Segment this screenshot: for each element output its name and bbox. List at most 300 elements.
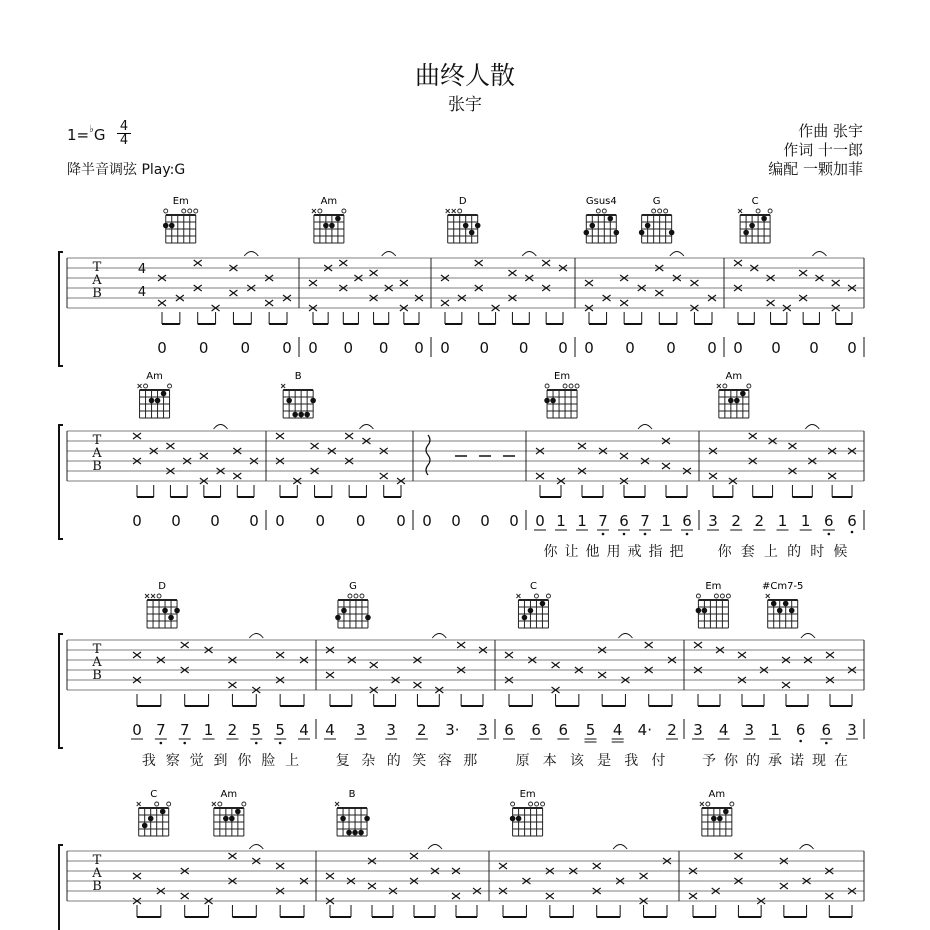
numbered-note: 0	[422, 512, 432, 530]
tab-note-mark	[585, 280, 593, 286]
open-mark	[511, 802, 515, 806]
lyric-character: 现	[812, 753, 826, 769]
numbered-note: 6	[682, 512, 692, 530]
chord-name: Am	[146, 371, 163, 382]
numbered-note: 6	[821, 721, 832, 739]
open-mark	[602, 209, 606, 213]
tab-note-mark	[546, 893, 554, 899]
tab-note-mark	[734, 853, 742, 859]
numbered-note: 1	[800, 512, 811, 530]
chord-name: D	[158, 581, 166, 592]
chord-diagram	[446, 196, 481, 243]
lyric-character: 承	[768, 753, 782, 769]
finger-dot	[155, 398, 161, 404]
tab-note-mark	[508, 270, 516, 276]
lyric-character: 的	[386, 753, 401, 769]
finger-dot	[475, 223, 481, 229]
tie-arc	[249, 634, 263, 639]
tab-note-mark	[826, 652, 834, 658]
mute-mark	[151, 594, 155, 598]
chord-diagram	[639, 196, 675, 243]
finger-dot	[639, 230, 645, 236]
lyric-character: 付	[651, 753, 666, 769]
finger-dot	[163, 223, 169, 229]
numbered-note: 3	[386, 721, 396, 739]
low-octave-dot	[851, 531, 854, 534]
numbered-note: 0	[308, 339, 318, 357]
numbered-note: 0	[440, 339, 450, 357]
numbered-note: 7	[640, 512, 650, 530]
finger-dot	[702, 608, 708, 614]
open-mark	[569, 384, 573, 388]
open-mark	[164, 209, 168, 213]
open-mark	[144, 384, 148, 388]
lyric-character: 在	[834, 753, 848, 769]
open-mark	[541, 802, 545, 806]
open-mark	[182, 209, 186, 213]
chord-diagram	[212, 789, 246, 836]
finger-dot	[749, 223, 755, 229]
numbered-note: 0	[480, 512, 490, 530]
tab-note-mark	[368, 883, 376, 889]
lyric-character: 你	[724, 753, 738, 769]
finger-dot	[516, 816, 522, 822]
finger-dot	[286, 398, 292, 404]
finger-dot	[346, 830, 352, 836]
lyric-character: 把	[669, 544, 684, 560]
finger-dot	[771, 601, 777, 607]
lyric-character: 容	[437, 753, 452, 769]
numbered-note: 0	[509, 512, 519, 530]
finger-dot	[335, 615, 341, 621]
chord-diagram	[717, 371, 751, 418]
numbered-note: 4	[718, 721, 729, 739]
flat-sign: ♭	[89, 124, 94, 135]
lyric-character: 我	[624, 753, 639, 769]
finger-dot	[223, 816, 229, 822]
tab-note-mark	[133, 433, 141, 439]
tuning-info: 降半音调弦 Play:G	[67, 162, 186, 178]
lyric-character: 的	[787, 544, 802, 560]
finger-dot	[789, 608, 795, 614]
lyric-character: 是	[597, 753, 612, 769]
numbered-note: 7	[156, 721, 166, 739]
open-mark	[768, 209, 772, 213]
numbered-note: 0	[707, 339, 717, 357]
lyric-character: 该	[569, 753, 584, 769]
mute-mark	[717, 384, 721, 388]
tab-note-mark	[380, 473, 388, 479]
open-mark	[714, 594, 718, 598]
chord-diagram	[738, 196, 772, 243]
finger-dot	[540, 601, 546, 607]
tab-note-mark	[734, 260, 742, 266]
finger-dot	[160, 809, 166, 815]
tie-arc	[800, 845, 814, 850]
tab-note-mark	[194, 260, 202, 266]
tab-note-mark	[345, 433, 353, 439]
numbered-note: 3	[744, 721, 755, 739]
tab-note-mark	[825, 893, 833, 899]
tab-note-mark	[441, 300, 449, 306]
open-mark	[534, 594, 538, 598]
chord-diagram	[145, 581, 180, 628]
mute-mark	[446, 209, 450, 213]
tab-clef-letter: B	[92, 459, 102, 474]
chord-name: G	[652, 196, 661, 207]
numbered-note: 0	[809, 339, 819, 357]
lyric-character: 你	[237, 753, 252, 769]
numbered-note: 2	[731, 512, 741, 530]
lyric-character: 予	[702, 753, 716, 769]
numbered-note: 0	[210, 512, 220, 530]
low-octave-dot	[279, 742, 282, 745]
chord-name: Em	[705, 581, 722, 592]
finger-dot	[528, 608, 534, 614]
numbered-note: 1	[770, 721, 780, 739]
tie-arc	[359, 425, 373, 430]
tab-note-mark	[645, 642, 653, 648]
tab-note-mark	[620, 453, 628, 459]
tab-clef-letter: T	[92, 260, 102, 275]
lyricist-credit: 作词 十一郎	[783, 141, 863, 159]
tab-note-mark	[457, 642, 465, 648]
numbered-note: 4	[325, 721, 335, 739]
numbered-note: 0	[249, 512, 259, 530]
open-mark	[596, 209, 600, 213]
numbered-note: 3	[355, 721, 366, 739]
finger-dot	[169, 223, 175, 229]
finger-dot	[352, 830, 358, 836]
tab-note-mark	[499, 863, 507, 869]
finger-dot	[608, 216, 614, 222]
lyric-character: 你	[543, 544, 558, 560]
low-octave-dot	[825, 742, 828, 745]
finger-dot	[341, 608, 347, 614]
finger-dot	[298, 412, 304, 418]
numbered-note: 2	[667, 721, 677, 739]
chord-diagram	[584, 196, 620, 243]
chord-name: #Cm7-5	[761, 581, 804, 592]
tab-note-mark	[662, 463, 670, 469]
lyric-character: 我	[141, 753, 156, 769]
numbered-note: 0	[315, 512, 326, 530]
open-mark	[155, 802, 159, 806]
numbered-note: 3	[708, 512, 718, 530]
chord-name: Em	[554, 371, 571, 382]
lyric-character: 上	[763, 544, 778, 560]
tab-note-mark	[767, 300, 775, 306]
open-mark	[458, 209, 462, 213]
numbered-note: 0	[171, 512, 181, 530]
numbered-note: 0	[378, 339, 389, 357]
tab-clef-letter: B	[92, 668, 102, 683]
lyric-character: 让	[564, 544, 579, 560]
finger-dot	[304, 412, 310, 418]
tab-note-mark	[158, 300, 166, 306]
tab-note-mark	[370, 270, 378, 276]
chord-diagram	[544, 371, 579, 418]
chord-name: Em	[519, 789, 536, 800]
open-mark	[545, 384, 549, 388]
open-mark	[318, 209, 322, 213]
tie-arc	[618, 634, 632, 639]
numbered-note: 1	[556, 512, 566, 530]
finger-dot	[590, 223, 596, 229]
open-mark	[723, 384, 727, 388]
tab-clef-letter: A	[92, 273, 102, 288]
time-top: 4	[117, 120, 131, 134]
mute-mark	[700, 802, 704, 806]
lyric-character: 上	[285, 753, 300, 769]
numbered-note: 1	[661, 512, 671, 530]
finger-dot	[142, 823, 148, 829]
chord-diagram	[138, 371, 172, 418]
open-mark	[218, 802, 222, 806]
lyric-character: 候	[833, 544, 848, 560]
tab-note-mark	[689, 893, 697, 899]
lyric-character: 脸	[261, 753, 276, 769]
chord-name: B	[294, 371, 302, 382]
tab-note-mark	[228, 853, 236, 859]
tab-note-mark	[749, 433, 757, 439]
composer-credit: 作曲 张宇	[798, 122, 863, 140]
tab-note-mark	[782, 682, 790, 688]
chord-name: B	[348, 789, 356, 800]
finger-dot	[743, 230, 749, 236]
finger-dot	[149, 398, 155, 404]
finger-dot	[148, 816, 154, 822]
numbered-note: 0	[157, 339, 167, 357]
numbered-note: 5	[251, 721, 262, 739]
tab-clef-letter: T	[92, 853, 102, 868]
lyric-character: 用	[606, 544, 621, 560]
mute-mark	[145, 594, 149, 598]
tab-note-mark	[475, 260, 483, 266]
finger-dot	[669, 230, 675, 236]
tie-arc	[249, 845, 263, 850]
lyric-character: 察	[165, 753, 180, 769]
tab-note-mark	[181, 893, 189, 899]
finger-dot	[292, 412, 298, 418]
tab-note-mark	[265, 300, 273, 306]
finger-dot	[365, 615, 371, 621]
numbered-note: 5	[275, 721, 285, 739]
numbered-note: 2	[227, 721, 238, 739]
tie-arc	[244, 252, 258, 257]
finger-dot	[310, 398, 316, 404]
open-mark	[242, 802, 246, 806]
open-mark	[546, 594, 550, 598]
tab-time-top: 4	[137, 262, 147, 277]
tab-note-mark	[690, 280, 698, 286]
finger-dot	[469, 230, 475, 236]
lyric-character: 的	[746, 753, 760, 769]
tab-note-mark	[181, 642, 189, 648]
numbered-note: 0	[847, 339, 857, 357]
numbered-note: 6	[504, 721, 514, 739]
key-prefix: 1=	[67, 126, 90, 144]
mute-mark	[452, 209, 456, 213]
mute-mark	[138, 384, 142, 388]
chord-diagram	[696, 581, 731, 628]
tab-note-mark	[229, 290, 237, 296]
finger-dot	[544, 398, 550, 404]
tie-arc	[805, 425, 819, 430]
lyric-character: 原	[515, 753, 530, 769]
finger-dot	[340, 816, 346, 822]
chord-diagram	[281, 371, 316, 418]
chord-name: G	[349, 581, 357, 592]
tab-note-mark	[200, 453, 208, 459]
tab-note-mark	[536, 473, 544, 479]
chord-name: Am	[725, 371, 743, 382]
open-mark	[575, 384, 579, 388]
numbered-note: 0	[733, 339, 743, 357]
artist-name: 张宇	[448, 95, 482, 115]
tab-note-mark	[542, 260, 550, 266]
chord-diagram	[700, 789, 734, 836]
finger-dot	[584, 230, 590, 236]
finger-dot	[696, 608, 702, 614]
lyric-character: 复	[335, 753, 350, 769]
tab-note-mark	[655, 290, 663, 296]
open-mark	[354, 594, 358, 598]
open-mark	[348, 594, 352, 598]
tab-clef-letter: B	[92, 286, 102, 301]
finger-dot	[740, 391, 746, 397]
tab-note-mark	[326, 873, 334, 879]
numbered-note: 0	[584, 339, 594, 357]
low-octave-dot	[183, 742, 186, 745]
low-octave-dot	[686, 533, 689, 536]
chord-diagram	[335, 789, 370, 836]
tab-note-mark	[133, 873, 141, 879]
tie-arc	[801, 634, 815, 639]
lyric-character: 诺	[790, 753, 804, 769]
numbered-note: 6	[824, 512, 834, 530]
tab-note-mark	[410, 853, 418, 859]
chord-diagram	[762, 581, 803, 628]
finger-dot	[364, 816, 370, 822]
tie-arc	[613, 845, 627, 850]
lyric-character: 本	[542, 753, 557, 769]
tab-note-mark	[799, 270, 807, 276]
tab-note-mark	[339, 260, 347, 266]
tab-note-mark	[311, 443, 319, 449]
mute-mark	[516, 594, 520, 598]
numbered-note: 6	[619, 512, 629, 530]
tab-note-mark	[452, 893, 460, 899]
chord-diagram	[137, 789, 171, 836]
open-mark	[168, 384, 172, 388]
tab-note-mark	[788, 443, 796, 449]
lyric-character: 到	[213, 753, 228, 769]
lyric-character: 指	[648, 544, 663, 560]
lyric-character: 那	[463, 753, 478, 769]
numbered-note: 1	[577, 512, 587, 530]
tab-time-bottom: 4	[137, 285, 147, 300]
tab-note-mark	[370, 662, 378, 668]
tie-arc	[428, 845, 442, 850]
finger-dot	[174, 608, 180, 614]
numbered-note: 6	[558, 721, 569, 739]
finger-dot	[711, 816, 717, 822]
tie-arc	[812, 252, 826, 257]
chord-diagram	[335, 581, 371, 628]
tie-arc	[670, 252, 684, 257]
tab-note-mark	[276, 433, 284, 439]
mute-mark	[766, 594, 770, 598]
tab-note-mark	[620, 300, 628, 306]
finger-dot	[761, 216, 767, 222]
finger-dot	[161, 391, 167, 397]
tab-clef-letter: A	[92, 866, 102, 881]
finger-dot	[229, 816, 235, 822]
finger-dot	[329, 223, 335, 229]
tab-note-mark	[228, 682, 236, 688]
numbered-note: 0	[625, 339, 635, 357]
tab-note-mark	[326, 672, 334, 678]
chord-name: Am	[320, 196, 338, 207]
open-mark	[664, 209, 668, 213]
open-mark	[747, 384, 751, 388]
lyric-character: 觉	[189, 753, 204, 769]
numbered-note: 0	[451, 512, 461, 530]
finger-dot	[728, 398, 734, 404]
mute-mark	[137, 802, 141, 806]
lyric-character: 杂	[361, 753, 376, 769]
finger-dot	[717, 816, 723, 822]
open-mark	[706, 802, 710, 806]
key-note: G	[93, 126, 106, 144]
tab-note-mark	[738, 652, 746, 658]
system-bracket	[59, 425, 63, 539]
numbered-note: 0	[132, 721, 142, 739]
tie-arc	[214, 425, 228, 430]
chord-diagram	[516, 581, 550, 628]
numbered-note: 2	[754, 512, 765, 530]
open-mark	[342, 209, 346, 213]
numbered-note: 4	[299, 721, 309, 739]
open-mark	[360, 594, 364, 598]
finger-dot	[522, 615, 528, 621]
open-mark	[730, 802, 734, 806]
open-mark	[563, 384, 567, 388]
numbered-note: 6	[531, 721, 541, 739]
numbered-note: 1	[777, 512, 788, 530]
numbered-note: 6	[847, 512, 857, 530]
arranger-credit: 编配 一颗加菲	[768, 160, 863, 178]
open-mark	[529, 802, 533, 806]
system-bracket	[59, 634, 63, 748]
low-octave-dot	[160, 742, 163, 745]
mute-mark	[312, 209, 316, 213]
tab-note-mark	[413, 682, 421, 688]
tie-arc	[432, 634, 446, 639]
tab-note-mark	[400, 280, 408, 286]
mute-mark	[281, 384, 285, 388]
tie-arc	[522, 252, 536, 257]
lyric-character: 时	[810, 544, 825, 560]
finger-dot	[550, 398, 556, 404]
numbered-note: 7	[179, 721, 190, 739]
finger-dot	[777, 608, 783, 614]
finger-dot	[358, 830, 364, 836]
numbered-note: 0	[343, 339, 354, 357]
tab-note-mark	[233, 473, 241, 479]
tab-clef-letter: T	[92, 642, 102, 657]
